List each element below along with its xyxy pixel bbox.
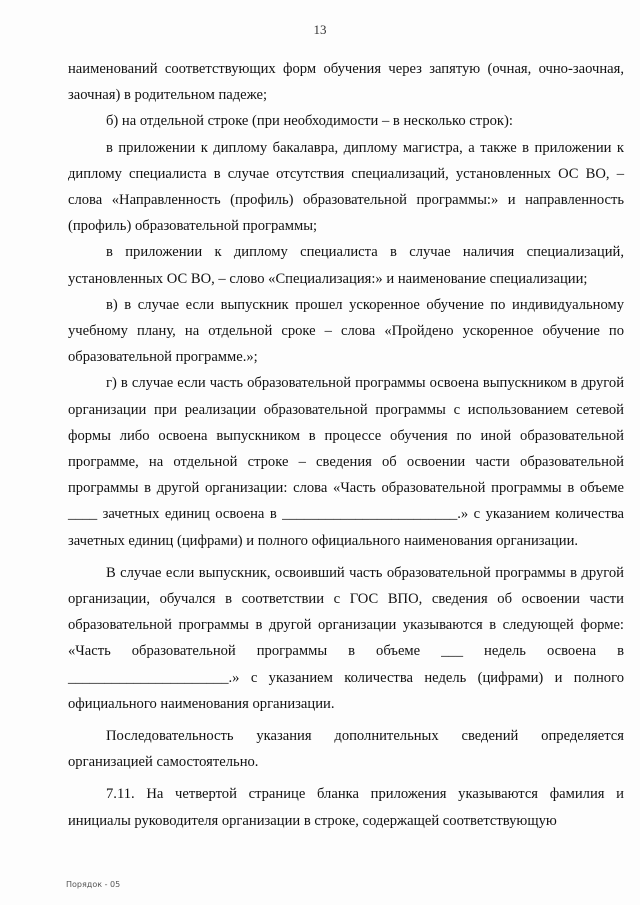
paragraph-sequence: Последовательность указания дополнительных сведений определяется организацией самостоятельно. [68, 728, 624, 771]
paragraph-bachelor-master-appendix: в приложении к диплому бакалавра, диплому магистра, а также в приложении к диплому специалиста в случае отсутствия специализаций, установленных ОС ВО, – слова «Направленность (профиль) образовательной программы:» и направленность (профиль) образовательной программы; [68, 139, 624, 235]
paragraph-item-v: в) в случае если выпускник прошел ускоренное обучение по индивидуальному учебному плану, на отдельной сроке – слова «Пройдено ускоренное обучение по образовательной программе.»; [68, 296, 624, 366]
paragraph-gos-vpo-case: В случае если выпускник, освоивший часть образовательной программы в другой организации, обучался в соответствии с ГОС ВПО, сведения об освоении части образовательной программы в другой организации указываются в следующей форме: «Часть образовательной программы в объеме ___ недель освоена в ______________________.» с указанием количества недель (цифрами) и полного официального наименования организации. [68, 564, 624, 712]
paragraph-7-11: 7.11. На четвертой странице бланка приложения указываются фамилия и инициалы руководителя организации в строке, содержащей соответствующую [68, 786, 624, 829]
paragraph-forms-continuation: наименований соответствующих форм обучения через запятую (очная, очно-заочная, заочная) в родительном падеже; [68, 61, 624, 104]
page-number: 13 [313, 22, 327, 37]
page-footer: Порядок - 05 [66, 880, 121, 889]
document-body [68, 56, 624, 834]
paragraph-item-g: г) в случае если часть образовательной программы освоена выпускником в другой организации при реализации образовательной программы с использованием сетевой формы либо освоена выпускником в процессе обучения по иной образовательной программе, на отдельной строке – сведения об освоении части образовательной программы в другой организации: слова «Часть образовательной программы в объеме ____ зачетных единиц освоена в ________________________.» с указанием количества зачетных единиц (цифрами) и полного официального наименования организации. [68, 375, 624, 549]
paragraph-specialist-appendix: в приложении к диплому специалиста в случае наличия специализаций, установленных ОС ВО, – слово «Специализация:» и наименование специализации; [68, 244, 624, 287]
paragraph-item-b: б) на отдельной строке (при необходимости – в несколько строк): [106, 113, 513, 130]
